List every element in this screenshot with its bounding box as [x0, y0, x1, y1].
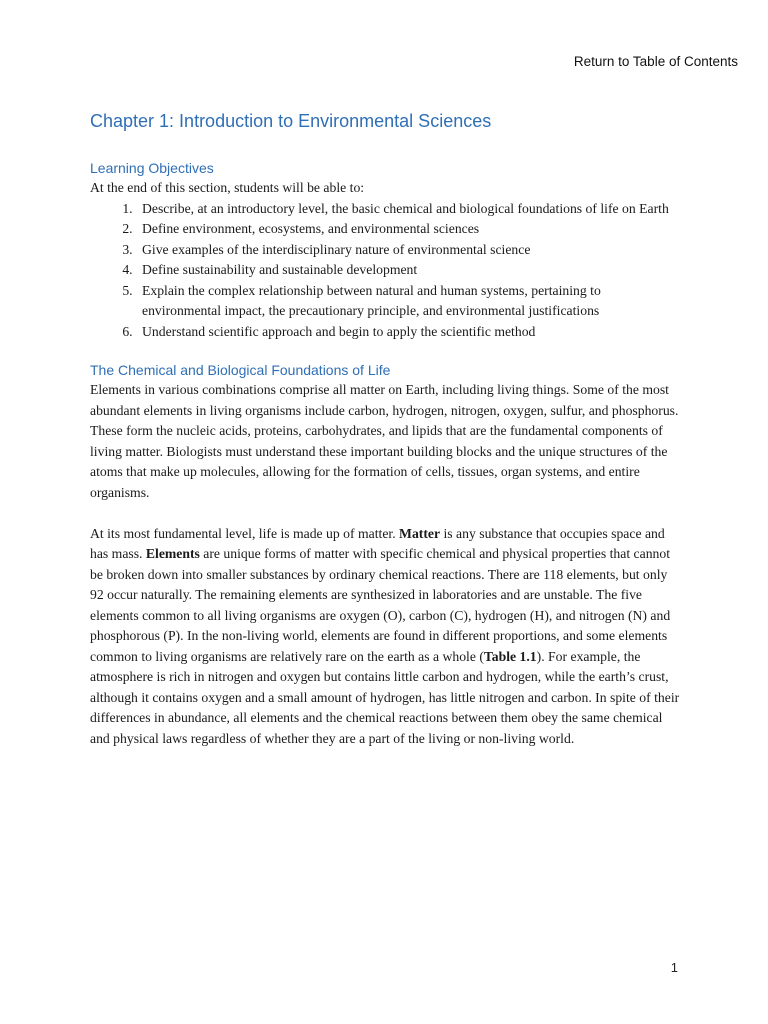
return-to-toc-link[interactable]: Return to Table of Contents: [573, 54, 738, 69]
table-reference: Table 1.1: [483, 648, 537, 664]
term-matter: Matter: [399, 525, 441, 541]
page-number: 1: [670, 960, 678, 975]
learning-objectives-intro: At the end of this section, students will be able to:: [90, 180, 365, 195]
paragraph-text: ). For example, the atmosphere is rich in nitrogen and oxygen but contains little carbon and hydrogen, while the earth’s crust, although it contains oxygen and a small amount of hydrogen, has little nitrogen and carbon. In spite of their differences in abundance, all elements and the chemical reactions between them obey the same chemical and physical laws regardless of whether they are a part of the living or non-living world.: [90, 648, 680, 746]
page-content: [90, 108, 680, 749]
objective-item: 1. Describe, at an introductory level, the basic chemical and biological foundations of life on Earth: [136, 199, 680, 220]
paragraph-text: is any substance that occupies space and has mass.: [90, 525, 665, 561]
objective-item: 4. Define sustainability and sustainable development: [136, 260, 680, 281]
objective-item: 6. Understand scientific approach and begin to apply the scientific method: [136, 322, 680, 343]
objective-item: 2. Define environment, ecosystems, and environmental sciences: [136, 219, 680, 240]
learning-objectives-heading: Learning Objectives: [90, 160, 214, 176]
foundations-paragraph-1: Elements in various combinations comprise all matter on Earth, including living things. Some of the most abundant elements in living organisms include carbon, hydrogen, nitrogen, oxygen, sulfur, and phosphorus. These form the nucleic acids, proteins, carbohydrates, and lipids that are the fundamental components of living matter. Biologists must understand these important building blocks and the unique structures of the atoms that make up molecules, allowing for the formation of cells, tissues, organ systems, and entire organisms.: [90, 382, 679, 500]
objective-item: 3. Give examples of the interdisciplinary nature of environmental science: [136, 240, 680, 261]
paragraph-text: At its most fundamental level, life is made up of matter.: [90, 525, 400, 541]
term-elements: Elements: [145, 546, 200, 561]
paragraph-text: are unique forms of matter with specific chemical and physical properties that cannot be broken down into smaller substances by ordinary chemical reactions. There are 118 elements, but only 92 occur naturally. The remaining elements are synthesized in laboratories and are unstable. The five elements common to all living organisms are oxygen (O), carbon (C), hydrogen (H), and nitrogen (N) and phosphorous (P). In the non-living world, elements are found in different proportions, and some elements common to living organisms are relatively rare on the earth as a whole (: [90, 546, 671, 664]
foundations-heading: The Chemical and Biological Foundations of Life: [90, 362, 391, 378]
chapter-title: Chapter 1: Introduction to Environmental Sciences: [90, 111, 492, 131]
objective-item: 5. Explain the complex relationship between natural and human systems, pertaining to environmental impact, the precautionary principle, and environmental justifications: [136, 281, 680, 322]
learning-objectives-list: [90, 199, 680, 343]
foundations-paragraph-2: [90, 524, 680, 750]
